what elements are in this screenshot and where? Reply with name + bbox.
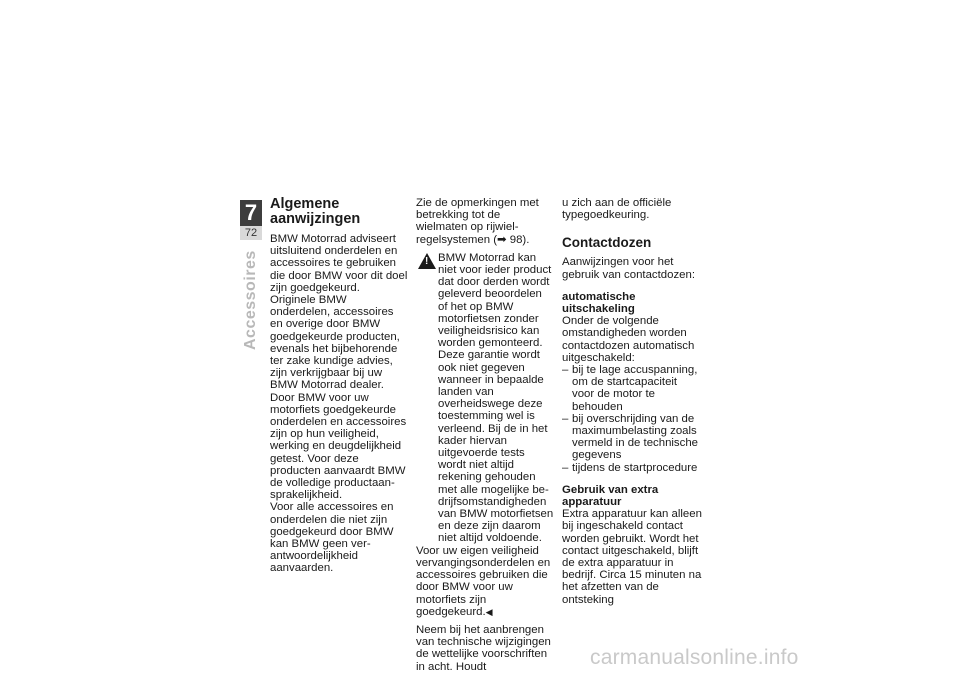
chapter-number: 7 [240, 200, 262, 226]
paragraph: BMW Motorrad adviseert uitsluitend onderdelen en accessoires te gebruiken die door BMW voor dit doel zijn goedgekeurd. [270, 233, 408, 294]
chapter-label: Accessoires [242, 250, 259, 350]
paragraph: Door BMW voor uw motorfiets goedgekeurde onderdelen en accessoires zijn op hun veiligheid, werking en deugdelijkheid getest. Voor deze producten aanvaardt BMW de volledige productaansprakelijkheid. [270, 391, 407, 502]
paragraph: u zich aan de officiële typegoedkeuring. [562, 197, 672, 222]
paragraph: Originele BMW onderdelen, accessoires en overige door BMW goedgekeurde producten, evenals het bijbehorende ter zake kundige advies, zijn verkrijgbaar bij uw BMW Motorrad dealer. [270, 294, 400, 392]
end-mark-icon: ◀ [485, 606, 493, 617]
page-title: Algemene aanwijzingen [270, 196, 361, 227]
dash-list [562, 364, 702, 474]
paragraph: Neem bij het aanbrengen van technische wijzigingen de wettelijke voorschriften in acht. Houdt [416, 623, 551, 673]
chapter-tab [240, 200, 262, 240]
paragraph: Zie de opmerkingen met betrekking tot de wielmaten op rijwielregelsystemen (➡ 98). [416, 197, 539, 246]
column-3 [562, 197, 702, 606]
paragraph [416, 545, 554, 618]
warning-continuation: Voor uw eigen veiligheid vervangingsonderdelen en accessoires gebruiken die door BMW voor uw motorfiets zijn goedgekeurd. [416, 544, 551, 618]
warning-block [416, 252, 554, 545]
paragraph: Aanwijzingen voor het gebruik van contactdozen: [562, 256, 695, 281]
list-item: – tijdens de startprocedure [562, 462, 702, 474]
list-item: – bij overschrijding van de maximumbelasting zoals vermeld in de technische gegevens [562, 413, 702, 462]
list-item: – bij te lage accuspanning, om de startcapaciteit voor de motor te behouden [562, 364, 702, 413]
page-number: 72 [240, 226, 262, 240]
subheading: automatische uitschakeling [562, 290, 636, 316]
section-title: Contactdozen [562, 235, 652, 251]
paragraph: Voor alle accessoires en onderdelen die niet zijn goedgekeurd door BMW kan BMW geen verantwoordelijkheid aanvaarden. [270, 501, 394, 575]
column-2 [416, 197, 554, 673]
warning-icon [418, 253, 436, 269]
paragraph: Extra apparatuur kan alleen bij ingeschakeld contact worden gebruikt. Wordt het contact uitgeschakeld, blijft de extra apparatuur in bedrijf. Circa 15 minuten na het afzetten van de ontsteking [562, 508, 702, 606]
watermark: carmanualsonline.info [590, 646, 799, 669]
subheading: Gebruik van extra apparatuur [562, 483, 659, 509]
warning-text: BMW Motorrad kan niet voor ieder product dat door derden wordt geleverd beoordelen of het op BMW motorfietsen zonder veiligheidsrisico kan worden gemonteerd. Deze garantie wordt ook niet gegeven wanneer in bepaalde landen van overheidswege deze toestemming wel is verleend. Bij de in het kader hiervan uitgevoerde tests wordt niet altijd rekening gehouden met alle mogelijke bedrijfsomstandigheden van BMW motorfietsen en deze zijn daarom niet altijd voldoende. [438, 251, 554, 545]
paragraph: Onder de volgende omstandigheden worden contactdozen automatisch uitgeschakeld: [562, 315, 695, 364]
column-1 [270, 197, 408, 575]
